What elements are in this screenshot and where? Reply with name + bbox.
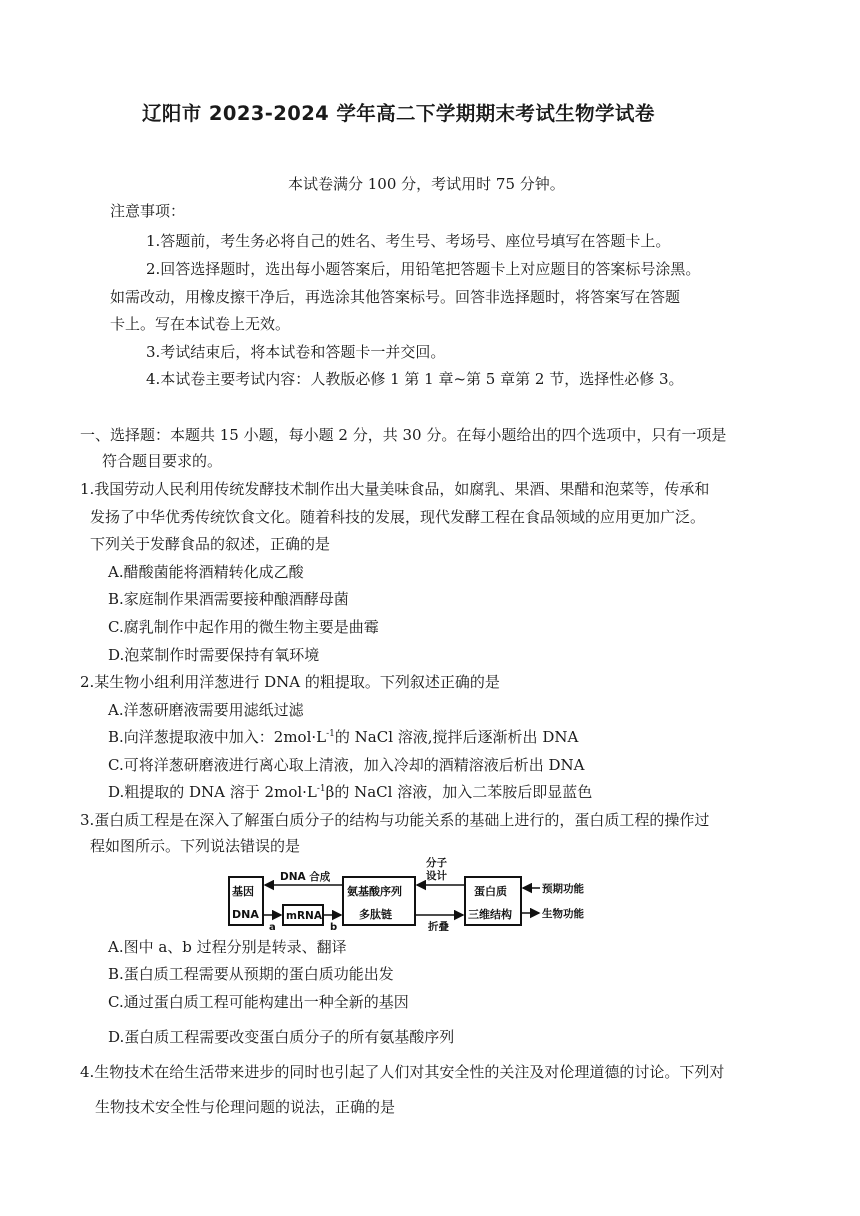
q1-stem-line-1: 1.我国劳动人民利用传统发酵技术制作出大量美味食品，如腐乳、果酒、果醋和泡菜等，传承和 bbox=[80, 480, 710, 498]
dna-label: DNA bbox=[232, 908, 259, 921]
q2-option-b bbox=[108, 727, 578, 747]
note-3: 3.考试结束后，将本试卷和答题卡一并交回。 bbox=[146, 343, 446, 361]
label-b: b bbox=[330, 922, 338, 931]
q1-stem-line-3: 下列关于发酵食品的叙述，正确的是 bbox=[90, 535, 331, 553]
q4-stem-line-2: 生物技术安全性与伦理问题的说法，正确的是 bbox=[95, 1098, 396, 1116]
exam-subtitle: 本试卷满分 100 分，考试用时 75 分钟。 bbox=[288, 175, 565, 193]
q4-stem-line-1: 4.生物技术在给生活带来进步的同时也引起了人们对其安全性的关注及对伦理道德的讨论。下列对 bbox=[80, 1063, 725, 1081]
q2-option-d-pre: D.粗提取的 DNA 溶于 2mol·L bbox=[108, 783, 317, 801]
q2-option-c: C.可将洋葱研磨液进行离心取上清液，加入冷却的酒精溶液后析出 DNA bbox=[108, 756, 585, 774]
q3-option-d: D.蛋白质工程需要改变蛋白质分子的所有氨基酸序列 bbox=[108, 1028, 455, 1046]
q2-option-b-post: 的 NaCl 溶液,搅拌后逐渐析出 DNA bbox=[334, 728, 579, 746]
q2-option-d bbox=[108, 782, 592, 802]
q2-option-d-sup: -1 bbox=[316, 784, 326, 794]
q3-stem-line-1: 3.蛋白质工程是在深入了解蛋白质分子的结构与功能关系的基础上进行的，蛋白质工程的操作过 bbox=[80, 811, 710, 829]
section-1-heading-cont: 符合题目要求的。 bbox=[102, 452, 223, 470]
q1-option-d: D.泡菜制作时需要保持有氧环境 bbox=[108, 646, 320, 664]
gene-label: 基因 bbox=[232, 885, 254, 898]
q3-option-b: B.蛋白质工程需要从预期的蛋白质功能出发 bbox=[108, 965, 394, 983]
mrna-label: mRNA bbox=[286, 910, 322, 922]
note-1: 1.答题前，考生务必将自己的姓名、考生号、考场号、座位号填写在答题卡上。 bbox=[146, 232, 671, 250]
q2-option-b-sup: -1 bbox=[326, 729, 335, 739]
q1-stem-line-2: 发扬了中华优秀传统饮食文化。随着科技的发展，现代发酵工程在食品领域的应用更加广泛。 bbox=[90, 508, 706, 526]
structure-label: 三维结构 bbox=[468, 908, 512, 921]
folding-label: 折叠 bbox=[428, 921, 449, 931]
section-1-heading: 一、选择题：本题共 15 小题，每小题 2 分，共 30 分。在每小题给出的四个选项中，只有一项是 bbox=[80, 426, 727, 444]
note-2-line-1: 2.回答选择题时，选出每小题答案后，用铅笔把答题卡上对应题目的答案标号涂黑。 bbox=[146, 260, 701, 278]
q2-option-a: A.洋葱研磨液需要用滤纸过滤 bbox=[108, 701, 304, 719]
q1-option-c: C.腐乳制作中起作用的微生物主要是曲霉 bbox=[108, 618, 379, 636]
molecular-design-label-2: 设计 bbox=[426, 870, 447, 882]
aa-seq-label: 氨基酸序列 bbox=[347, 885, 402, 898]
q1-option-b: B.家庭制作果酒需要接种酿酒酵母菌 bbox=[108, 590, 349, 608]
note-2-line-3: 卡上。写在本试卷上无效。 bbox=[110, 315, 291, 333]
molecular-design-label-1: 分子 bbox=[426, 857, 447, 869]
protein-label: 蛋白质 bbox=[474, 885, 507, 898]
label-a: a bbox=[269, 922, 276, 931]
peptide-label: 多肽链 bbox=[359, 908, 392, 921]
protein-engineering-flowchart bbox=[228, 855, 596, 931]
q3-option-a: A.图中 a、b 过程分别是转录、翻译 bbox=[108, 938, 347, 956]
q2-stem: 2.某生物小组利用洋葱进行 DNA 的粗提取。下列叙述正确的是 bbox=[80, 673, 500, 691]
note-4: 4.本试卷主要考试内容：人教版必修 1 第 1 章~第 5 章第 2 节，选择性必修 3。 bbox=[146, 370, 684, 388]
q3-stem-line-2: 程如图所示。下列说法错误的是 bbox=[90, 837, 301, 855]
note-2-line-2: 如需改动，用橡皮擦干净后，再选涂其他答案标号。回答非选择题时，将答案写在答题 bbox=[110, 288, 681, 306]
dna-synthesis-label: DNA 合成 bbox=[280, 871, 331, 883]
q2-option-b-pre: B.向洋葱提取液中加入：2mol·L bbox=[108, 728, 327, 746]
exam-title: 辽阳市 2023-2024 学年高二下学期期末考试生物学试卷 bbox=[142, 102, 655, 125]
bio-function-label: 生物功能 bbox=[542, 908, 584, 920]
expected-function-label: 预期功能 bbox=[542, 883, 584, 895]
q1-option-a: A.醋酸菌能将酒精转化成乙酸 bbox=[108, 563, 304, 581]
q3-option-c: C.通过蛋白质工程可能构建出一种全新的基因 bbox=[108, 993, 409, 1011]
notes-heading: 注意事项： bbox=[110, 202, 186, 220]
q2-option-d-post: β的 NaCl 溶液，加入二苯胺后即显蓝色 bbox=[325, 783, 593, 801]
